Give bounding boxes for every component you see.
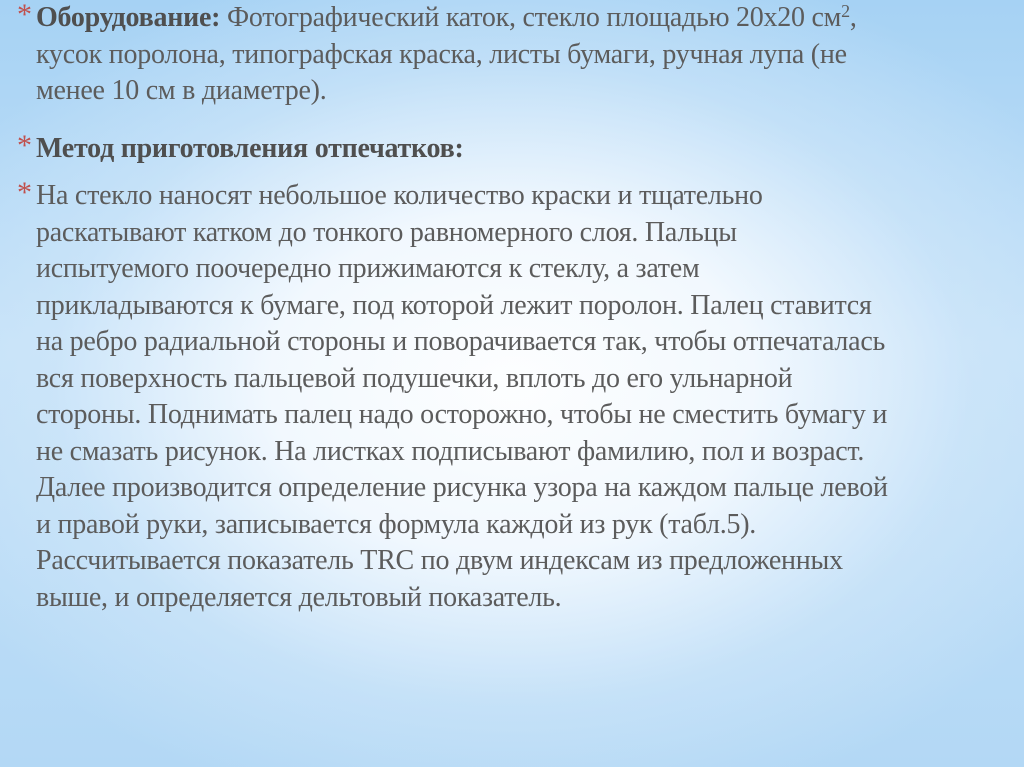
method-body-line: не смазать рисунок. На листках подписывают фамилию, пол и возраст. xyxy=(36,435,865,467)
bullet-marker: * xyxy=(17,0,32,31)
equipment-line-2: кусок поролона, типографская краска, листы бумаги, ручная лупа (не xyxy=(36,38,847,70)
bullet-equipment xyxy=(17,0,1017,110)
method-body-line: Далее производится определение рисунка узора на каждом пальце левой xyxy=(36,472,888,503)
equipment-label: Оборудование: xyxy=(36,2,221,33)
method-body-line: выше, и определяется дельтовый показатель. xyxy=(36,581,562,613)
method-body-line: и правой руки, записывается формула каждой из рук (табл.5). xyxy=(36,508,757,540)
method-body-line: вся поверхность пальцевой подушечки, вплоть до его ульнарной xyxy=(36,362,793,394)
equipment-line-3: менее 10 см в диаметре). xyxy=(36,75,327,106)
method-body-line: испытуемого поочередно прижимаются к стеклу, а затем xyxy=(36,253,700,284)
bullet-marker: * xyxy=(17,176,32,209)
method-body-line: раскатывают катком до тонкого равномерного слоя. Пальцы xyxy=(36,216,737,248)
bullet-marker: * xyxy=(17,129,32,162)
method-body-line: На стекло наносят небольшое количество краски и тщательно xyxy=(36,180,763,211)
equipment-text xyxy=(36,0,1017,110)
equipment-superscript: 2 xyxy=(841,1,850,21)
method-body-line: на ребро радиальной стороны и поворачивается так, чтобы отпечаталась xyxy=(36,326,886,357)
method-body-line: Рассчитывается показатель TRC по двум индексам из предложенных xyxy=(36,545,843,576)
method-heading-text xyxy=(36,131,1017,168)
bullet-method-heading xyxy=(17,131,1017,168)
equipment-line-1 xyxy=(36,0,1017,37)
method-body-text xyxy=(36,178,1017,616)
equipment-text-line-1-end: , xyxy=(849,2,857,33)
equipment-text-line-1: Фотографический каток, стекло площадью 20х20 см xyxy=(220,2,842,33)
method-heading-label: Метод приготовления отпечатков: xyxy=(36,133,464,164)
method-body-line: прикладываются к бумаге, под которой лежит поролон. Палец ставится xyxy=(36,289,872,321)
method-body-line: стороны. Поднимать палец надо осторожно, чтобы не сместить бумагу и xyxy=(36,399,888,430)
bullet-method-body xyxy=(17,178,1017,616)
